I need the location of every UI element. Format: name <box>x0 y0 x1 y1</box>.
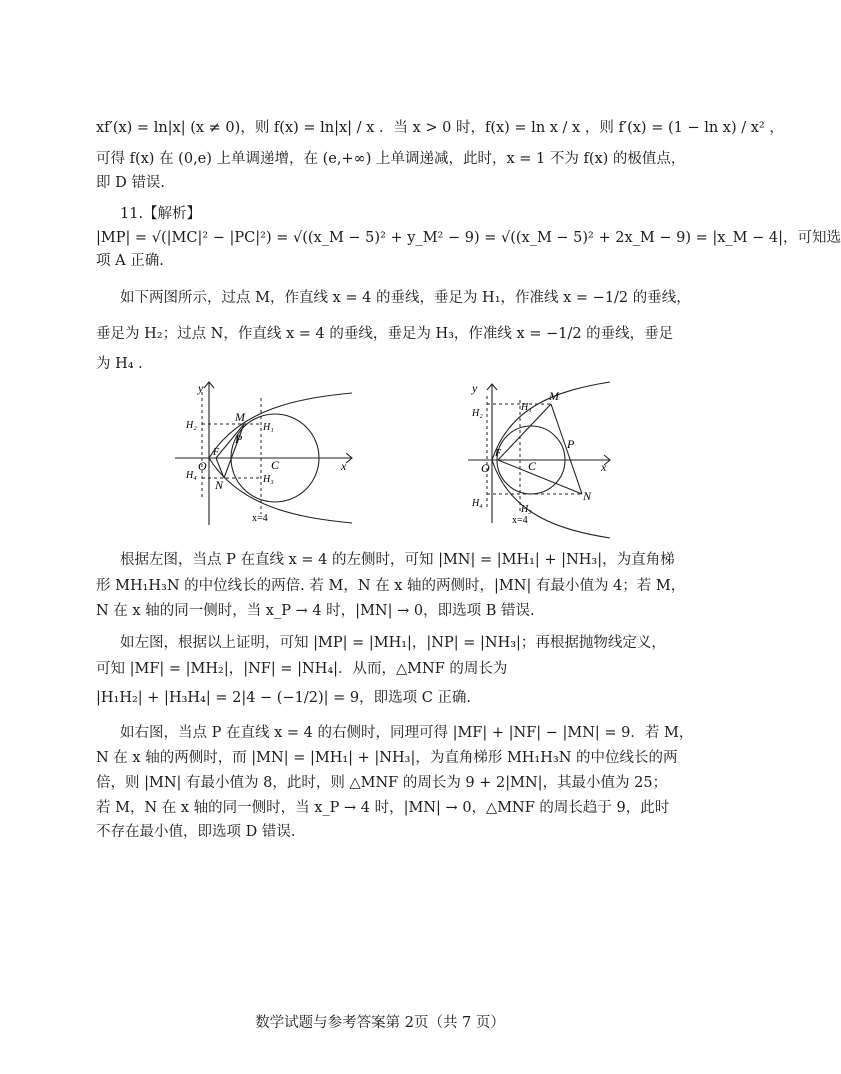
text-line-9: 为 H₄ . <box>96 356 143 372</box>
fig-left-label-h4: H₄ <box>186 470 197 481</box>
fig-left-label-c: C <box>271 458 280 472</box>
text-line-1: xf′(x) = ln|x| (x ≠ 0)，则 f(x) = ln|x| / x ．当 x > 0 时，f(x) = ln x / x ，则 f′(x) = (1 − ln x) / x² ， <box>96 120 784 136</box>
fig-right-label-line: x=4 <box>512 515 528 526</box>
text-line-11: 形 MH₁H₃N 的中位线长的两倍. 若 M，N 在 x 轴的两侧时，|MN| 有最小值为 4；若 M， <box>96 578 686 594</box>
figure-right <box>466 376 616 528</box>
text-line-7: 如下两图所示，过点 M，作直线 x = 4 的垂线，垂足为 H₁，作准线 x = −1/2 的垂线， <box>120 290 691 306</box>
fig-left-label-h3: H₃ <box>263 474 274 485</box>
fig-left-label-h2: H₂ <box>186 420 197 431</box>
text-line-20: 不存在最小值，即选项 D 错误. <box>96 824 296 840</box>
fig-left-label-h1: H₁ <box>263 422 274 433</box>
text-line-13: 如左图，根据以上证明，可知 |MP| = |MH₁|，|NP| = |NH₃|；再根据抛物线定义， <box>120 635 666 651</box>
fig-right-label-h2: H₂ <box>472 408 483 419</box>
fig-left-label-n: N <box>215 478 224 492</box>
text-line-6: 项 A 正确. <box>96 253 164 269</box>
fig-left-label-o: O <box>198 459 207 473</box>
fig-left-label-f: F <box>213 447 220 458</box>
fig-right-label-h1: H₁ <box>521 402 532 413</box>
text-line-19: 若 M，N 在 x 轴的同一侧时，当 x_P → 4 时，|MN| → 0，△MNF 的周长趋于 9，此时 <box>96 800 670 816</box>
fig-left-label-p: P <box>235 432 243 446</box>
fig-right-label-p: P <box>567 437 575 451</box>
text-line-10: 根据左图，当点 P 在直线 x = 4 的左侧时，可知 |MN| = |MH₁| + |NH₃|，为直角梯 <box>120 552 675 568</box>
fig-left-label-line: x=4 <box>252 513 268 524</box>
text-line-12: N 在 x 轴的同一侧时，当 x_P → 4 时，|MN| → 0，即选项 B 错误. <box>96 603 535 619</box>
text-line-5: |MP| = √(|MC|² − |PC|²) = √((x_M − 5)² + y_M² − 9) = √((x_M − 5)² + 2x_M − 9) = |x_M − 4|，可知选 <box>96 230 841 246</box>
section-heading: 11.【解析】 <box>120 206 202 222</box>
fig-right-label-m: M <box>549 389 559 403</box>
fig-right-label-f: F <box>495 448 502 459</box>
fig-right-label-c: C <box>528 459 537 473</box>
fig-left-label-x: x <box>341 459 347 473</box>
text-line-8: 垂足为 H₂；过点 N，作直线 x = 4 的垂线，垂足为 H₃，作准线 x = −1/2 的垂线，垂足 <box>96 326 674 342</box>
text-line-3: 即 D 错误. <box>96 175 165 191</box>
text-line-15: |H₁H₂| + |H₃H₄| = 2|4 − (−1/2)| = 9，即选项 C 正确. <box>96 690 472 706</box>
fig-right-label-h3: H₃ <box>521 504 532 515</box>
text-line-2: 可得 f(x) 在 (0,e) 上单调递增，在 (e,+∞) 上单调递减，此时，x = 1 不为 f(x) 的极值点， <box>96 151 686 167</box>
text-line-14: 可知 |MF| = |MH₂|，|NF| = |NH₄|．从而，△MNF 的周长为 <box>96 661 508 677</box>
fig-right-label-x: x <box>601 460 607 474</box>
fig-left-label-m: M <box>235 410 245 424</box>
fig-right-label-y: y <box>472 381 478 395</box>
text-line-16: 如右图，当点 P 在直线 x = 4 的右侧时，同理可得 |MF| + |NF| − |MN| = 9．若 M， <box>120 725 694 741</box>
fig-right-label-o: O <box>481 461 490 475</box>
fig-right-label-n: N <box>583 489 592 503</box>
fig-left-label-y: y <box>198 381 204 395</box>
figure-left <box>170 376 360 528</box>
text-line-18: 倍，则 |MN| 有最小值为 8，此时，则 △MNF 的周长为 9 + 2|MN|，其最小值为 25； <box>96 775 668 791</box>
fig-right-label-h4: H₄ <box>472 498 483 509</box>
page-footer: 数学试题与参考答案第 2页（共 7 页） <box>255 1015 505 1031</box>
text-line-17: N 在 x 轴的两侧时，而 |MN| = |MH₁| + |NH₃|，为直角梯形 MH₁H₃N 的中位线长的两 <box>96 750 678 766</box>
